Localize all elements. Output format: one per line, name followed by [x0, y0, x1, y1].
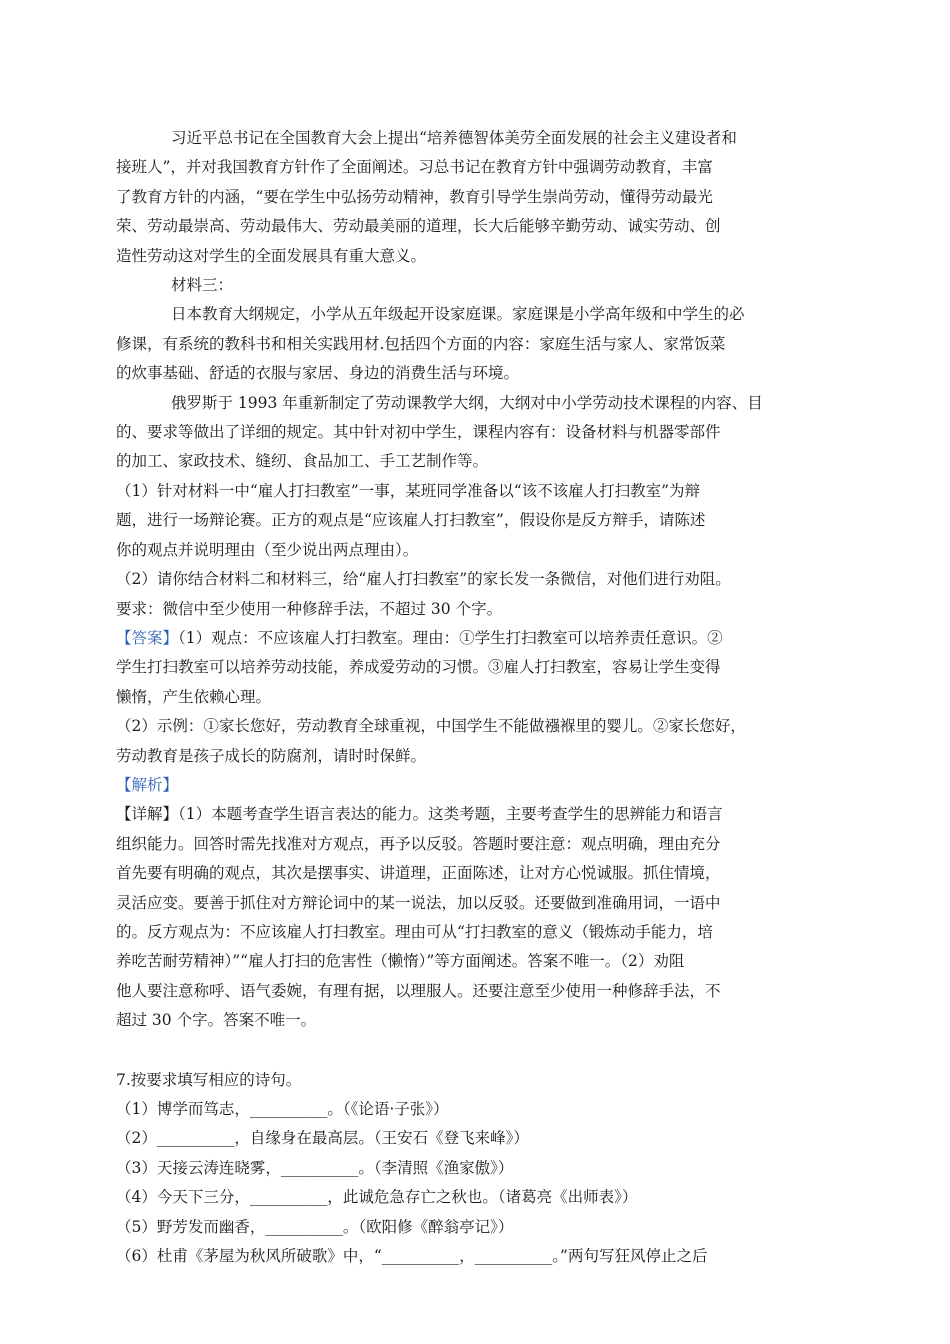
q7-item: （5）野芳发而幽香，__________。（欧阳修《醉翁亭记》）	[116, 1217, 514, 1236]
detail-line: 他人要注意称呼、语气委婉，有理有据，以理服人。还要注意至少使用一种修辞手法，不	[116, 981, 721, 1000]
detail-line: 首先要有明确的观点，其次是摆事实、讲道理，正面陈述，让对方心悦诚服。抓住情境，	[116, 864, 721, 883]
material3-heading: 材料三：	[171, 276, 234, 295]
question2-line: （2）请你结合材料二和材料三，给“雇人打扫教室”的家长发一条微信，对他们进行劝阻。	[116, 570, 731, 589]
detail-first-line: 【详解】（1）本题考查学生语言表达的能力。这类考题，主要考查学生的思辨能力和语言	[116, 805, 723, 824]
material2-line: 接班人”，并对我国教育方针作了全面阐述。习总书记在教育方针中强调劳动教育，丰富	[116, 158, 713, 177]
q7-item: （6）杜甫《茅屋为秋风所破歌》中，“__________，__________。”两句写狂风停止之后	[116, 1247, 708, 1266]
japan-line: 日本教育大纲规定，小学从五年级起开设家庭课。家庭课是小学高年级和中学生的必	[171, 305, 745, 324]
answer-first-line	[116, 624, 811, 653]
q7-item: （1）博学而笃志，__________。（《论语·子张》）	[116, 1100, 449, 1118]
detail-line: 超过 30 个字。答案不唯一。	[116, 1011, 317, 1030]
analysis-line	[116, 771, 811, 800]
japan-line: 修课，有系统的教科书和相关实践用材.包括四个方面的内容：家庭生活与家人、家常饭菜	[116, 334, 726, 353]
q7-item: （2）__________，自缘身在最高层。（王安石《登飞来峰》）	[116, 1129, 529, 1148]
material2-line: 习近平总书记在全国教育大会上提出“培养德智体美劳全面发展的社会主义建设者和	[171, 129, 737, 147]
answer-line: 学生打扫教室可以培养劳动技能，养成爱劳动的习惯。③雇人打扫教室，容易让学生变得	[116, 658, 721, 677]
japan-line: 的炊事基础、舒适的衣服与家居、身边的消费生活与环境。	[116, 364, 520, 383]
material2-line: 造性劳动这对学生的全面发展具有重大意义。	[116, 246, 427, 265]
q7-item: （3）天接云涛连晓雾，__________。（李清照《渔家傲》）	[116, 1158, 514, 1177]
russia-line: 俄罗斯于 1993 年重新制定了劳动课教学大纲，大纲对中小学劳动技术课程的内容、目	[171, 393, 763, 412]
document-content	[116, 124, 811, 1271]
answer-tag: 【答案】	[116, 628, 179, 647]
question1-line: （1）针对材料一中“雇人打扫教室”一事，某班同学准备以“该不该雇人打扫教室”为辩	[116, 481, 701, 500]
detail-line: 的。反方观点为：不应该雇人打扫教室。理由可从“打扫教室的意义（锻炼动手能力，培	[116, 922, 713, 941]
analysis-tag: 【解析】	[116, 775, 179, 794]
answer-text: （1）观点：不应该雇人打扫教室。理由：①学生打扫教室可以培养责任意识。②	[178, 628, 723, 647]
section-gap	[116, 1036, 811, 1066]
material2-line: 荣、劳动最崇高、劳动最伟大、劳动最美丽的道理，长大后能够辛勤劳动、诚实劳动、创	[116, 217, 721, 236]
question1-line: 你的观点并说明理由（至少说出两点理由）。	[116, 540, 419, 559]
russia-line: 的加工、家政技术、缝纫、食品加工、手工艺制作等。	[116, 452, 489, 471]
q7-title: 7.按要求填写相应的诗句。	[116, 1070, 302, 1089]
detail-line: 灵活应变。要善于抓住对方辩论词中的某一说法，加以反驳。还要做到准确用词，一语中	[116, 893, 721, 912]
detail-line: 组织能力。回答时需先找准对方观点，再予以反驳。答题时要注意：观点明确，理由充分	[116, 834, 721, 853]
answer-line: （2）示例：①家长您好，劳动教育全球重视，中国学生不能做襁褓里的婴儿。②家长您好，	[116, 717, 746, 736]
russia-line: 的、要求等做出了详细的规定。其中针对初中学生，课程内容有：设备材料与机器零部件	[116, 423, 721, 442]
question1-line: 题，进行一场辩论赛。正方的观点是“应该雇人打扫教室”，假设你是反方辩手，请陈述	[116, 511, 706, 530]
detail-line: 养吃苦耐劳精神）”“雇人打扫的危害性（懒惰）”等方面阐述。答案不唯一。（2）劝阻	[116, 952, 685, 971]
answer-line: 劳动教育是孩子成长的防腐剂，请时时保鲜。	[116, 746, 427, 765]
answer-line: 懒惰，产生依赖心理。	[116, 687, 272, 706]
q7-item: （4）今天下三分，__________，此诚危急存亡之秋也。（诸葛亮《出师表》）	[116, 1188, 638, 1207]
material2-line: 了教育方针的内涵，“要在学生中弘扬劳动精神，教育引导学生崇尚劳动，懂得劳动最光	[116, 187, 713, 206]
question2-line: 要求：微信中至少使用一种修辞手法，不超过 30 个字。	[116, 599, 503, 618]
